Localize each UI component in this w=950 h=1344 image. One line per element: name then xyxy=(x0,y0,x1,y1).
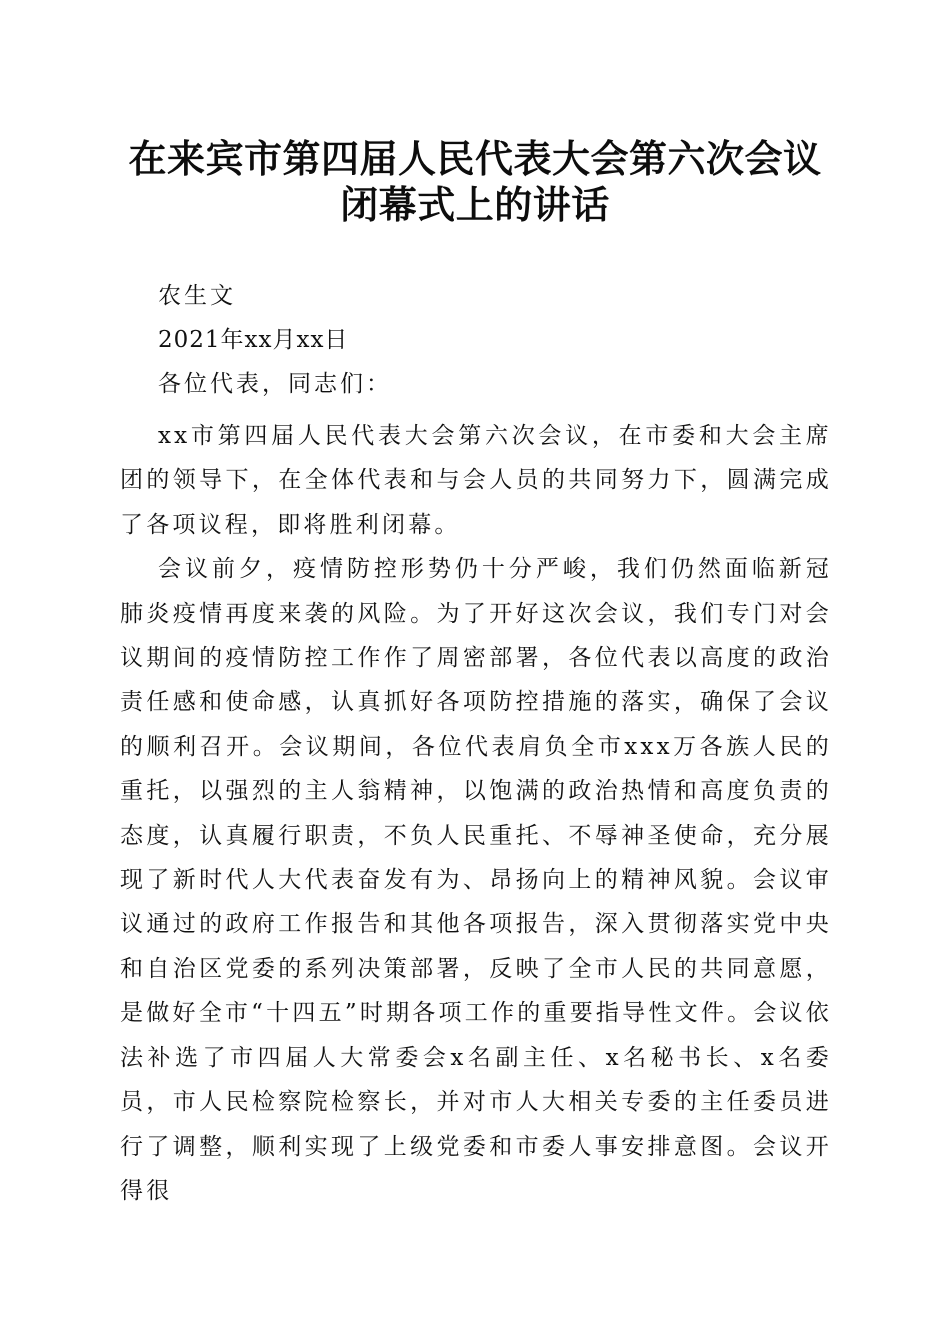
document-title: 在来宾市第四届人民代表大会第六次会议闭幕式上的讲话 xyxy=(128,136,822,227)
paragraph-1: xx市第四届人民代表大会第六次会议，在市委和大会主席团的领导下，在全体代表和与会人员的共同努力下，圆满完成了各项议程，即将胜利闭幕。 xyxy=(120,423,832,538)
speech-body xyxy=(120,414,832,1213)
speech-date: 2021年xx月xx日 xyxy=(158,327,349,353)
greeting: 各位代表，同志们： xyxy=(158,371,392,397)
author-name: 农生文 xyxy=(158,283,236,309)
paragraph-2: 会议前夕，疫情防控形势仍十分严峻，我们仍然面临新冠肺炎疫情再度来袭的风险。为了开好这次会议，我们专门对会议期间的疫情防控工作作了周密部署，各位代表以高度的政治责任感和使命感，认真抓好各项防控措施的落实，确保了会议的顺利召开。会议期间，各位代表肩负全市xxx万各族人民的重托，以强烈的主人翁精神，以饱满的政治热情和高度负责的态度，认真履行职责，不负人民重托、不辱神圣使命，充分展现了新时代人大代表奋发有为、昂扬向上的精神风貌。会议审议通过的政府工作报告和其他各项报告，深入贯彻落实党中央和自治区党委的系列决策部署，反映了全市人民的共同意愿，是做好全市“十四五”时期各项工作的重要指导性文件。会议依法补选了市四届人大常委会x名副主任、x名秘书长、x名委员，市人民检察院检察长，并对市人大相关专委的主任委员进行了调整，顺利实现了上级党委和市委人事安排意图。会议开得很 xyxy=(120,556,832,1204)
